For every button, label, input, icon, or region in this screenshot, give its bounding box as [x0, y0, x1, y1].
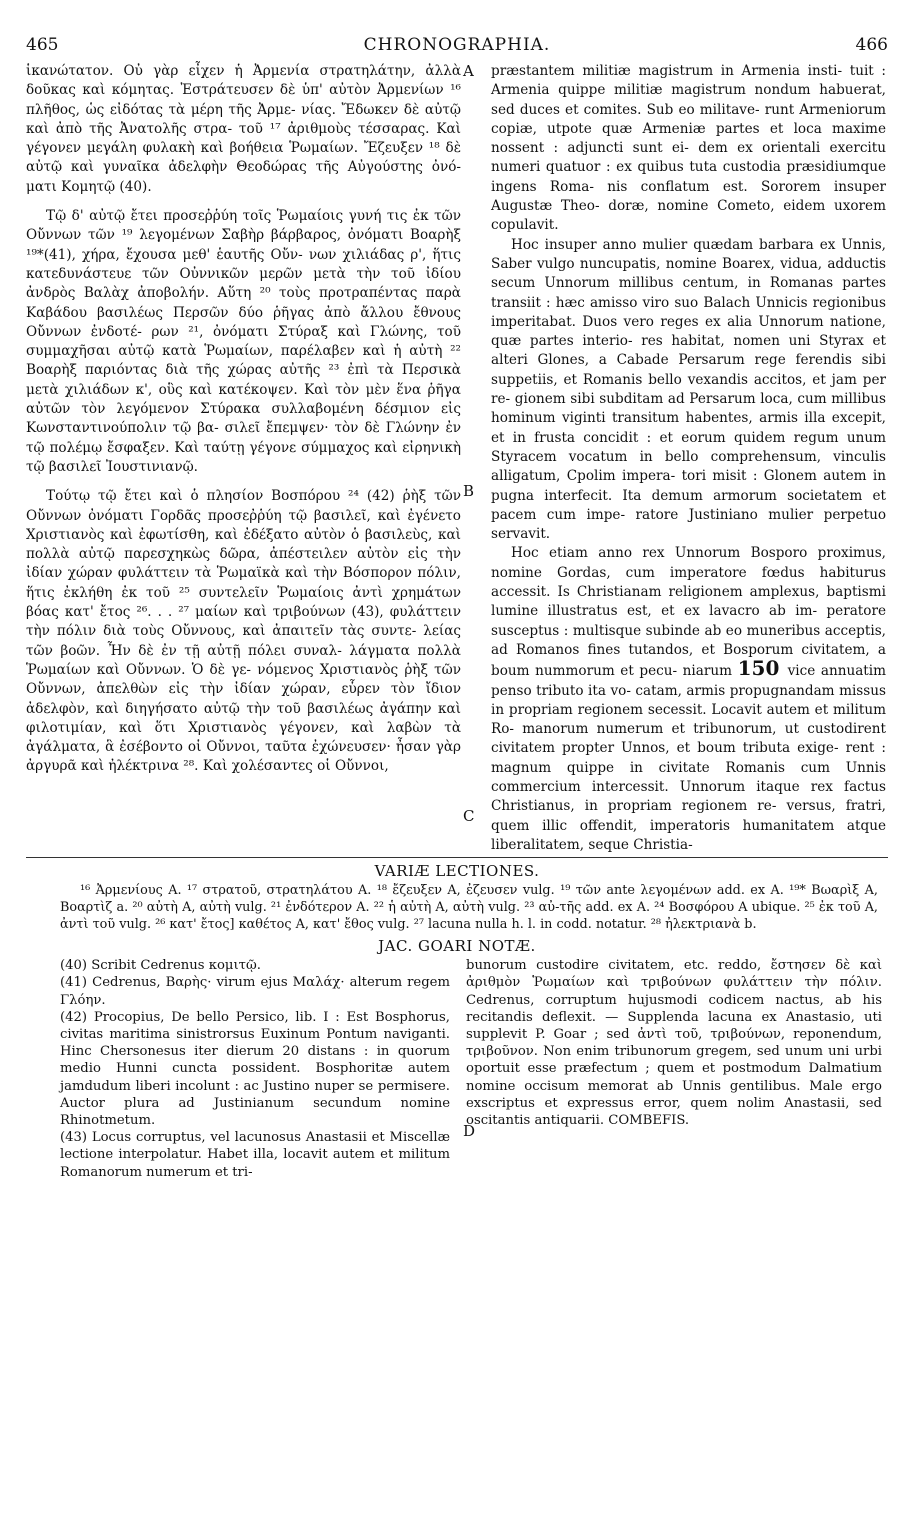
margin-letter: A	[463, 62, 474, 80]
text-line: quibus tuta custodia præsidiumque ingens Roma-	[491, 159, 886, 195]
text-line: niarum	[682, 663, 738, 680]
text-line: Unnis commercium intercessit. Unnorum itaque	[491, 759, 886, 795]
text-line: Ἰουστινιανῷ.	[105, 458, 198, 475]
text-line: versus, fratri, quem illic offendit, imperatoris	[491, 798, 886, 834]
variae-text: ¹⁶ Ἀρμενίους A. ¹⁷ στρατοῦ, στρατηλάτου A. ¹⁸ ἔζευξεν A, ἐζευσεν vulg. ¹⁹ τῶν ante λεγομένων add. ex A. ¹⁹* Βωαρὶξ A, Βοαρτὶζ a. ²⁰ αὐτὴ A, αὐτὴ vulg. ²¹ ἐνδότερον A. ²² ἡ αὐτὴ A, αὐτὴ vulg. ²³ αὐ-τῆς add. ex A. ²⁴ Βοσφόρου A ubique. ²⁵ ἐκ τοῦ A, ἀντὶ τοῦ vulg. ²⁶ κατ' ἔτος] καθέτος A, κατ' ἔθος vulg. ²⁷ lacuna nulla h. l. in codd. notatur. ²⁸ ἠλεκτριανὰ b.	[60, 883, 878, 933]
text-line: habuerat, sed duces et comites. Sub eo militave-	[491, 82, 886, 118]
text-line: ἱκανώτατον. Οὐ γὰρ εἶχεν ἡ Ἀρμενία στρατηλάτην,	[26, 63, 426, 79]
text-line: nomine Gordas, cum imperatore fœdus habiturus	[491, 564, 886, 581]
notes-heading: JAC. GOARI NOTÆ.	[378, 937, 536, 956]
text-line: Romanis bello vexandis accitos, et jam per re-	[491, 371, 886, 408]
text-line: Hoc insuper anno mulier quædam barbara ex	[511, 236, 842, 253]
text-line: baptismi lumine illustratus est, et ex lavacro ab im-	[491, 584, 886, 620]
latin-paragraph	[491, 62, 886, 236]
text-line: reges ex alia Unnorum natione, quæ partes interio-	[491, 313, 887, 350]
greek-column	[26, 62, 461, 855]
notes-right	[456, 957, 882, 1181]
text-line: gionem sibi subditam ad Persarum loca, cum	[514, 391, 832, 408]
text-line: catam, armis propugnandam missus in propriam	[491, 682, 886, 718]
text-line: αὐτῷ κατὰ Ῥωμαίων, παρέλαβεν καὶ ἡ αὐτὴ ²²	[118, 343, 462, 360]
greek-paragraph	[26, 62, 461, 197]
text-line: λάγματα πολλὰ Ῥωμαίων καὶ Οὔννων. Ὁ δὲ γε-	[26, 642, 461, 678]
text-line: peratore susceptus : multisque subinde ab eo	[491, 603, 886, 639]
text-line: νων χιλιάδας ρ', ἥτις κατεδυνάστευε τῶν Οὐννικῶν	[26, 246, 461, 282]
text-line: ἀλλὰ δοῦκας καὶ κόμητας. Ἐστράτευσεν δὲ ὑπ' αὐτὸν	[26, 63, 461, 99]
text-line: Unnis, Saber vulgo nuncupatis, nomine Boarex,	[491, 236, 886, 272]
text-line: συλλαβομένη δέσμιον εἰς Κωνσταντινούπολιν τῷ βα-	[26, 401, 461, 437]
text-line: ρων ²¹, ὀνόματι Στύραξ καὶ Γλώνης, τοῦ συμμαχῆσαι	[26, 323, 461, 360]
text-line: τὸν μὲν ἕνα ῥῆγα αὐτῶν τὸν λεγόμενον Στύρακα	[26, 381, 461, 418]
latin-paragraph	[491, 236, 886, 545]
text-line: regionem secessit. Locavit autem et militum Ro-	[491, 701, 887, 738]
latin-paragraph	[491, 544, 886, 855]
text-line: τοῦ ¹⁷ ἀριθμοὺς τέσσαρας. Καὶ γέγονεν μεγάλη	[26, 120, 461, 157]
text-line: τις ἐκ τῶν Οὔννων τῶν ¹⁹ λεγομένων Σαβὴρ βάρβαρος,	[26, 208, 461, 244]
text-line: civitatem propter Unnos, et boum tributa exige-	[491, 740, 846, 757]
text-line: νόμενος Χριστιανὸς ῥὴξ τῶν Οὔννων, ἀπελθὼν εἰς τὴν	[26, 661, 461, 698]
text-line: vice annuatim penso tributo ita vo-	[491, 663, 887, 699]
margin-letter: B	[463, 482, 475, 500]
margin-letter: D	[463, 1122, 476, 1140]
text-line: comprehensum, vinculis alligatum, Cpolim impera-	[491, 448, 887, 485]
latin-column	[491, 62, 886, 855]
margin-letters	[461, 62, 479, 1140]
text-line: quidem regum unum Styracem vocatum in bello	[491, 429, 886, 465]
text-line: ὀνόματι Βοαρὴξ ¹⁹*(41), χήρα, ἔχουσα μεθ' ἑαυτῆς Οὔν-	[26, 227, 461, 263]
margin-letter: C	[463, 807, 475, 825]
text-line: Hoc etiam anno rex Unnorum Bosporo proximus,	[511, 545, 886, 562]
text-line: runt Armeniorum copiæ, utpote quæ Armeniæ	[491, 101, 886, 137]
text-line: muneribus acceptis, ad Romanos fines tutandos, et	[491, 622, 886, 658]
text-line: præstantem militiæ magistrum in Armenia insti-	[491, 63, 850, 79]
text-line: ratore Justiniano mulier perpetuo servavit.	[491, 506, 887, 543]
page-number-left: 465	[26, 35, 59, 55]
notes	[26, 957, 888, 1181]
text-line: Ἀρμενίων ¹⁶ πλῆθος, ὡς εἰδότας τὰ μέρη τῆς Ἀρμε-	[26, 82, 461, 118]
text-line: vidua, adductis secum Unnorum millibus centum,	[491, 255, 886, 292]
text-line: Bosporum civitatem, a boum nummorum et pecu-	[491, 641, 886, 680]
note: (40) Scribit Cedrenus κομιτῷ.	[60, 958, 261, 974]
text-line: tuit : Armenia quippe militiæ magistrum nondum	[491, 63, 886, 99]
text-line: doræ, nomine Cometo, eidem uxorem copulavit.	[491, 198, 886, 234]
notes-left	[26, 957, 456, 1181]
text-line: σιλεῖ ἔπεμψεν· τὸν δὲ Γλώνην ἐν τῷ πολέμῳ ἔσφαξεν.	[26, 420, 461, 456]
text-line: rent : magnum quippe in civitate Romanis cum	[491, 740, 886, 776]
text-line: ὅτι Χριστιανὸς γέγονεν, καὶ λαβὼν τὰ ἀγάλματα, ἃ	[26, 719, 461, 756]
text-line: τοῦ ²⁵ συντελεῖν Ῥωμαίοις ἀντὶ χρημάτων βόας κατ'	[26, 584, 461, 621]
text-line: nis conflatum est. Sororem insuper Augustæ Theo-	[491, 178, 886, 215]
text-line: καὶ ἐγένετο Χριστιανὸς καὶ ἐφωτίσθη, καὶ ἐδέξατο	[26, 507, 461, 543]
text-line: demum armorum societatem et pacem cum impe-	[491, 487, 886, 523]
text-line: ματι Κομητῷ (40).	[26, 178, 152, 195]
text-line: Περσικὰ μετὰ χιλιάδων κ', οὓς καὶ κατέκοψεν. Καὶ	[26, 362, 461, 398]
text-line: Τῷ δ' αὐτῷ ἔτει προσεῤῥύη τοῖς Ῥωμαίοις γυνή	[46, 208, 387, 225]
text-line: rex factus Christianus, in propriam regionem re-	[491, 778, 886, 815]
text-line: Βοαρὴξ παριόντας διὰ τῆς χώρας αὐτῆς ²³ ἐπὶ τὰ	[26, 362, 402, 379]
page-number-right: 466	[855, 35, 888, 55]
variae-heading: VARIÆ LECTIONES.	[374, 862, 540, 881]
text-line: res habitat, nomen uni Styrax et alteri Glones, a	[491, 333, 887, 369]
note: (43) Locus corruptus, vel lacunosus Anastasii et Miscellæ lectione interpolatur. Habet illa, locavit autem et militum Romanorum numerum et tri-	[60, 1130, 450, 1180]
text-line: νίας. Ἔδωκεν δὲ αὐτῷ καὶ ἀπὸ τῆς Ἀνατολῆς στρα-	[26, 101, 461, 137]
text-line: Αὕτη ²⁰ τοὺς προτραπέντας παρὰ Καβάδου βασιλέως	[26, 285, 461, 321]
text-line: αὐτὸν ὁ βασιλεὺς, καὶ πολλὰ αὐτῷ παρεσχηκὼς δῶρα,	[26, 526, 461, 563]
text-line: Περσῶν δύο ῥῆγας ἀπὸ ἄλλου ἔθνους Οὔννων ἐνδοτέ-	[26, 304, 461, 340]
running-header	[26, 36, 888, 54]
text-line: partes et loca maxime nossent : adjuncti sunt ei-	[491, 120, 886, 157]
text-line: ἔτος ²⁶. . . ²⁷ μαίων καὶ τριβούνων (43), φυλάττειν	[99, 604, 462, 621]
text-line: καὶ γυναῖκα ἀδελφὴν Θεοδώρας τῆς Αὐγούστης ὀνό-	[70, 159, 462, 176]
text-line: Τούτῳ τῷ ἔτει καὶ ὁ πλησίον Βοσπόρου ²⁴ (42) ῥὴξ	[46, 488, 435, 505]
text-line: ἰδίαν χώραν, εὗρεν τὸν ἴδιον ἀδελφὸν, καὶ διηγήσατο	[26, 681, 461, 717]
note: bunorum custodire civitatem, etc. reddo, ἔστησεν δὲ καὶ ἀριθμὸν Ῥωμαίων καὶ τριβούνων φυλάττειν τὴν πόλιν. Cedrenus, corruptum hujusmodi codicem nactus, ab his recitandis deflexit. — Supplenda lacuna ex Anastasio, uti supplevit P. Goar ; sed ἀντὶ τοῦ, τριβούνων, reponendum, τριβοῦνον. Non enim tribunorum gregem, sed unum uni urbi oportuit esse præfectum ; quem et postmodum Dalmatium nomine occisum memorat ab Unnis gentilibus. Male ergo exscriptus et expressus error, quem nolim Anastasii, sed oscitantis antiquarii. COMBEFIS.	[466, 958, 882, 1128]
text-line: φυλακὴ καὶ βοήθεια Ῥωμαίων. Ἔζευξεν ¹⁸ δὲ αὐτῷ	[26, 140, 461, 176]
text-line: in Romanas partes transiit : hæc amisso viro suo	[491, 275, 886, 311]
text-line: Cabade Persarum rege ferendis sibi suppetiis, et	[491, 352, 886, 388]
text-line: Balach Unnicis regionibus imperitabat. Duos vero	[491, 294, 886, 330]
text-line: tori misit : Glonem autem in pugna interfecit. Ita	[491, 468, 886, 504]
text-line: ἀργυρᾶ καὶ ἠλέκτρινα ²⁸. Καὶ χολέσαντες οἱ Οὔννοι,	[26, 758, 389, 775]
text-line: τὴν πόλιν διὰ τοὺς Οὔννους, καὶ ἀπαιτεῖν τὰς συντε-	[26, 623, 424, 640]
text-line: ἀπέστειλεν αὐτὸν εἰς τὴν ἰδίαν χώραν φυλάττειν τὰ	[26, 546, 461, 582]
text-line: accessit. Is Christianam religionem amplexus,	[491, 584, 827, 601]
note: (41) Cedrenus, Βαρὴς· virum ejus Μαλάχ· alterum regem Γλόην.	[60, 975, 450, 1008]
text-line: μερῶν μετὰ τὴν τοῦ ἰδίου ἀνδρὸς Βαλὰχ ἀποβολήν.	[26, 265, 461, 302]
greek-paragraph	[26, 487, 461, 776]
text-line: humanitatem atque liberalitatem, seque Christia-	[491, 817, 886, 853]
text-line: millibus hominum viginti transitum habentes,	[491, 391, 886, 427]
note: (42) Procopius, De bello Persico, lib. I : Est Bosphorus, civitas maritima sinistrorsus Euxinum Pontum naviganti. Hinc Chersonesus iter dierum 20 distans : in quorum medio Hunni cuncta possident. Bosphoritæ autem jamdudum liberi incolunt : ac Justino nuper se permisere. Auctor plura ad Justinianum secundum nomine Rhinotmetum.	[60, 1009, 450, 1128]
text-line: Καὶ ταύτῃ γέγονε σύμμαχος καὶ εἰρηνικὴ τῷ βασιλεῖ	[26, 439, 462, 475]
divider	[26, 857, 888, 858]
running-title: CHRONOGRAPHIA.	[363, 35, 551, 55]
big-number: 150	[737, 656, 788, 681]
text-line: αὐτῷ τὴν τοῦ βασιλέως ἀγάπην καὶ φιλοτιμίαν, καὶ	[26, 700, 462, 736]
text-line: Ῥωμαϊκὰ καὶ τὴν Βόσπορον πόλιν, ἥτις ἐκλήθη ἐκ	[26, 565, 461, 601]
text-line: armis illa excepit, et in frusta concidit : et eorum	[491, 410, 887, 446]
greek-paragraph	[26, 207, 461, 477]
text-line: manorum numerum et tribunorum, ut custodirent	[522, 721, 887, 738]
text-line: dem ex orientali exercitu numeri quatuor : ex	[491, 140, 886, 176]
text-line: ἐσέβοντο οἱ Οὔννοι, ταῦτα ἐχώνευσεν· ἦσαν γὰρ	[119, 739, 461, 756]
text-line: λείας τῶν βοῶν. Ἦν δὲ ἐν τῇ αὐτῇ πόλει συναλ-	[26, 623, 461, 659]
text-line: τῶν Οὔννων ὀνόματι Γορδᾶς προσεῤῥύη τῷ βασιλεῖ,	[26, 488, 461, 524]
